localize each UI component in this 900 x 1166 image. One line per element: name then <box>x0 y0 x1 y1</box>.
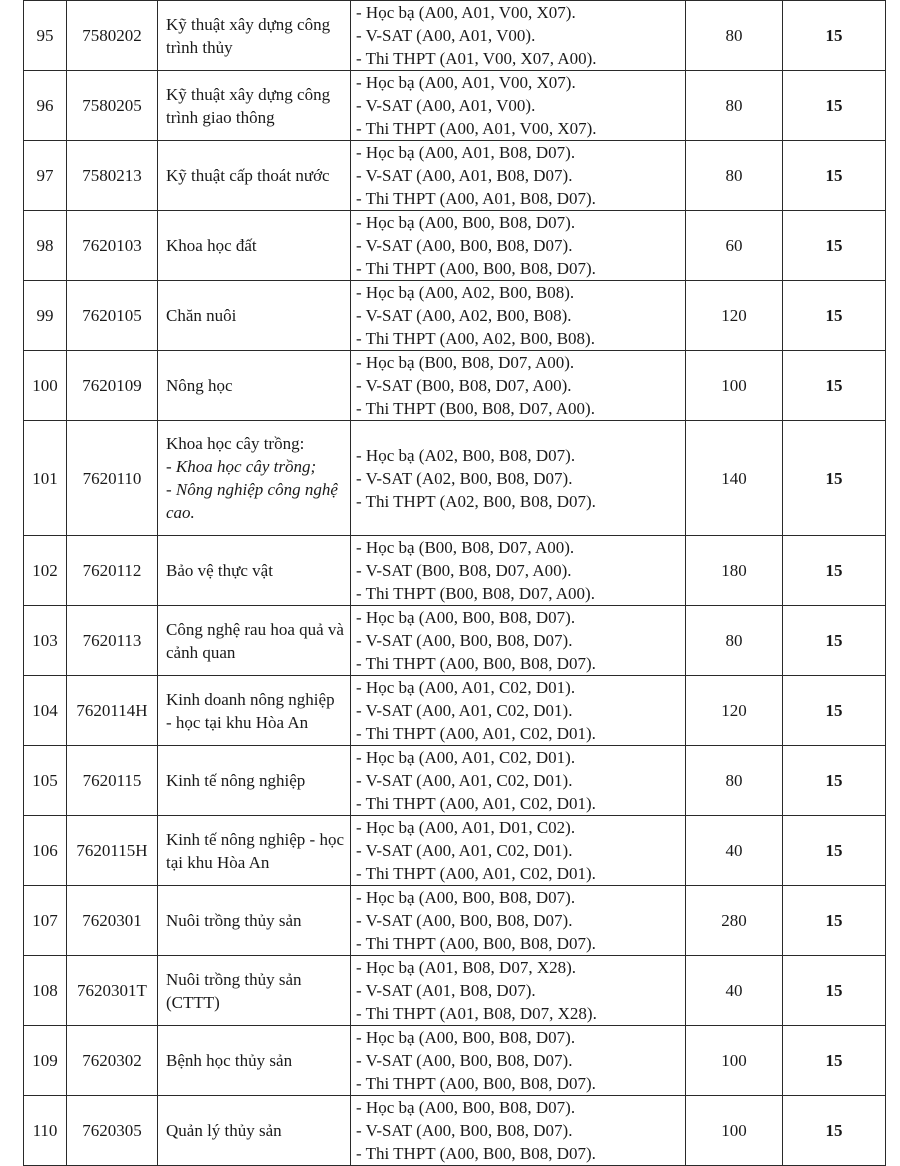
admission-method-line: - V-SAT (A00, A01, C02, D01). <box>356 841 573 860</box>
row-number-cell: 109 <box>24 1026 67 1096</box>
quota-cell: 80 <box>686 71 783 141</box>
min-score-cell: 15 <box>783 956 886 1026</box>
major-name-cell <box>158 956 351 1026</box>
row-number-cell: 96 <box>24 71 67 141</box>
table-row <box>24 71 886 141</box>
admission-method-line: - Học bạ (A00, A01, B08, D07). <box>356 143 576 162</box>
major-code-cell: 7620301 <box>67 886 158 956</box>
admission-method-line: - V-SAT (A01, B08, D07). <box>356 981 536 1000</box>
admission-methods-cell <box>351 421 686 536</box>
admission-method-line: - Thi THPT (A01, B08, D07, X28). <box>356 1004 597 1023</box>
table-row <box>24 141 886 211</box>
specialization-item: - Nông nghiệp công nghệ cao. <box>166 480 338 522</box>
min-score-cell: 15 <box>783 71 886 141</box>
major-name: Kỹ thuật xây dựng công trình thủy <box>166 14 331 57</box>
admission-methods-cell <box>351 676 686 746</box>
row-number-cell: 95 <box>24 1 67 71</box>
major-name: Bảo vệ thực vật <box>166 561 273 580</box>
major-name: Kinh tế nông nghiệp - học tại khu Hòa An <box>166 829 344 872</box>
table-row <box>24 1026 886 1096</box>
admission-method-line: - Thi THPT (A00, B00, B08, D07). <box>356 1074 596 1093</box>
major-name-cell <box>158 351 351 421</box>
min-score-cell: 15 <box>783 421 886 536</box>
major-code-cell: 7580205 <box>67 71 158 141</box>
admission-method-line: - V-SAT (A00, B00, B08, D07). <box>356 631 573 650</box>
table-row <box>24 536 886 606</box>
row-number-cell: 106 <box>24 816 67 886</box>
admission-method-line: - Học bạ (A00, A01, V00, X07). <box>356 73 576 92</box>
quota-cell: 80 <box>686 1 783 71</box>
major-name-cell <box>158 211 351 281</box>
admission-method-line: - V-SAT (A00, A01, V00). <box>356 96 536 115</box>
major-name-cell <box>158 1026 351 1096</box>
admission-method-line: - V-SAT (A00, B00, B08, D07). <box>356 1051 573 1070</box>
min-score-cell: 15 <box>783 606 886 676</box>
admission-method-line: - Thi THPT (A01, V00, X07, A00). <box>356 49 597 68</box>
major-code-cell: 7620305 <box>67 1096 158 1166</box>
min-score-cell: 15 <box>783 676 886 746</box>
admission-method-line: - Thi THPT (A00, A01, V00, X07). <box>356 119 597 138</box>
row-number-cell: 97 <box>24 141 67 211</box>
table-row <box>24 746 886 816</box>
admission-method-line: - Thi THPT (A00, B00, B08, D07). <box>356 934 596 953</box>
min-score-cell: 15 <box>783 281 886 351</box>
major-name: Chăn nuôi <box>166 306 237 325</box>
major-code-cell: 7620115H <box>67 816 158 886</box>
admission-methods-cell <box>351 1026 686 1096</box>
admission-method-line: - Học bạ (A00, B00, B08, D07). <box>356 1028 576 1047</box>
admission-method-line: - Học bạ (A00, B00, B08, D07). <box>356 608 576 627</box>
major-name: Khoa học cây trồng: <box>166 434 305 453</box>
admission-method-line: - Thi THPT (B00, B08, D07, A00). <box>356 399 595 418</box>
major-name-cell <box>158 816 351 886</box>
admission-method-line: - V-SAT (A00, A02, B00, B08). <box>356 306 572 325</box>
admission-methods-cell <box>351 956 686 1026</box>
admission-method-line: - Thi THPT (A00, A01, C02, D01). <box>356 864 596 883</box>
major-name: Nuôi trồng thủy sản (CTTT) <box>166 969 302 1012</box>
major-code-cell: 7620105 <box>67 281 158 351</box>
admission-method-line: - Học bạ (B00, B08, D07, A00). <box>356 353 575 372</box>
table-row <box>24 676 886 746</box>
major-name: Nông học <box>166 376 233 395</box>
admission-method-line: - Thi THPT (A00, A01, C02, D01). <box>356 724 596 743</box>
major-code-cell: 7620113 <box>67 606 158 676</box>
admission-method-line: - Học bạ (A01, B08, D07, X28). <box>356 958 577 977</box>
admission-method-line: - V-SAT (A00, B00, B08, D07). <box>356 1121 573 1140</box>
admission-method-line: - Học bạ (B00, B08, D07, A00). <box>356 538 575 557</box>
admission-method-line: - V-SAT (A00, A01, C02, D01). <box>356 701 573 720</box>
major-name: Kỹ thuật xây dựng công trình giao thông <box>166 84 331 127</box>
quota-cell: 180 <box>686 536 783 606</box>
min-score-cell: 15 <box>783 1026 886 1096</box>
major-name: Kỹ thuật cấp thoát nước <box>166 166 330 185</box>
row-number-cell: 98 <box>24 211 67 281</box>
row-number-cell: 102 <box>24 536 67 606</box>
admission-method-line: - Học bạ (A00, A01, V00, X07). <box>356 3 576 22</box>
admission-method-line: - Học bạ (A00, B00, B08, D07). <box>356 213 576 232</box>
quota-cell: 40 <box>686 816 783 886</box>
admission-methods-cell <box>351 71 686 141</box>
admission-method-line: - Học bạ (A00, A02, B00, B08). <box>356 283 575 302</box>
quota-cell: 80 <box>686 746 783 816</box>
admission-method-line: - V-SAT (B00, B08, D07, A00). <box>356 561 572 580</box>
row-number-cell: 104 <box>24 676 67 746</box>
min-score-cell: 15 <box>783 1 886 71</box>
quota-cell: 140 <box>686 421 783 536</box>
quota-cell: 120 <box>686 281 783 351</box>
admission-method-line: - Học bạ (A00, B00, B08, D07). <box>356 1098 576 1117</box>
major-name: Nuôi trồng thủy sản <box>166 911 302 930</box>
admission-methods-cell <box>351 141 686 211</box>
admission-method-line: - Thi THPT (A00, A01, B08, D07). <box>356 189 596 208</box>
major-name: Công nghệ rau hoa quả và cảnh quan <box>166 619 344 662</box>
major-code-cell: 7620114H <box>67 676 158 746</box>
table-row <box>24 816 886 886</box>
admission-method-line: - Học bạ (A00, A01, C02, D01). <box>356 678 576 697</box>
major-name-cell <box>158 1 351 71</box>
major-name: Khoa học đất <box>166 236 257 255</box>
admission-methods-cell <box>351 536 686 606</box>
major-code-cell: 7620112 <box>67 536 158 606</box>
major-name-cell <box>158 71 351 141</box>
quota-cell: 100 <box>686 351 783 421</box>
major-name-cell <box>158 281 351 351</box>
row-number-cell: 107 <box>24 886 67 956</box>
major-name: Quản lý thủy sản <box>166 1121 282 1140</box>
admission-method-line: - Học bạ (A00, A01, C02, D01). <box>356 748 576 767</box>
major-name-cell <box>158 606 351 676</box>
major-code-cell: 7620109 <box>67 351 158 421</box>
admission-method-line: - V-SAT (A00, B00, B08, D07). <box>356 911 573 930</box>
quota-cell: 80 <box>686 141 783 211</box>
admissions-table <box>23 0 886 1166</box>
admission-method-line: - V-SAT (B00, B08, D07, A00). <box>356 376 572 395</box>
major-name: Bệnh học thủy sản <box>166 1051 293 1070</box>
admission-methods-cell <box>351 606 686 676</box>
major-code-cell: 7620115 <box>67 746 158 816</box>
table-row <box>24 211 886 281</box>
row-number-cell: 108 <box>24 956 67 1026</box>
table-row <box>24 1096 886 1166</box>
admission-methods-cell <box>351 816 686 886</box>
min-score-cell: 15 <box>783 886 886 956</box>
admission-method-line: - Học bạ (A00, B00, B08, D07). <box>356 888 576 907</box>
quota-cell: 40 <box>686 956 783 1026</box>
min-score-cell: 15 <box>783 746 886 816</box>
admission-method-line: - V-SAT (A00, A01, V00). <box>356 26 536 45</box>
admission-method-line: - V-SAT (A00, A01, C02, D01). <box>356 771 573 790</box>
min-score-cell: 15 <box>783 536 886 606</box>
quota-cell: 120 <box>686 676 783 746</box>
major-code-cell: 7580202 <box>67 1 158 71</box>
admission-method-line: - Thi THPT (B00, B08, D07, A00). <box>356 584 595 603</box>
row-number-cell: 110 <box>24 1096 67 1166</box>
major-code-cell: 7620301T <box>67 956 158 1026</box>
major-name-cell <box>158 746 351 816</box>
major-name-cell <box>158 141 351 211</box>
table-row <box>24 1 886 71</box>
table-row <box>24 956 886 1026</box>
row-number-cell: 100 <box>24 351 67 421</box>
specialization-item: - Khoa học cây trồng; <box>166 457 317 476</box>
admission-method-line: - V-SAT (A02, B00, B08, D07). <box>356 468 573 488</box>
admission-methods-cell <box>351 1096 686 1166</box>
admission-method-line: - Học bạ (A00, A01, D01, C02). <box>356 818 576 837</box>
admission-method-line: - V-SAT (A00, B00, B08, D07). <box>356 236 573 255</box>
admission-method-line: - Thi THPT (A00, A02, B00, B08). <box>356 329 595 348</box>
table-row <box>24 281 886 351</box>
admission-method-line: - V-SAT (A00, A01, B08, D07). <box>356 166 573 185</box>
major-name-cell <box>158 536 351 606</box>
major-code-cell: 7620103 <box>67 211 158 281</box>
quota-cell: 80 <box>686 606 783 676</box>
major-code-cell: 7580213 <box>67 141 158 211</box>
min-score-cell: 15 <box>783 351 886 421</box>
admission-methods-cell <box>351 281 686 351</box>
admission-method-line: - Thi THPT (A00, B00, B08, D07). <box>356 259 596 278</box>
table-row <box>24 606 886 676</box>
table-row <box>24 421 886 536</box>
min-score-cell: 15 <box>783 141 886 211</box>
table-body <box>24 1 886 1166</box>
table-row <box>24 351 886 421</box>
major-name-cell <box>158 676 351 746</box>
admission-methods-cell <box>351 746 686 816</box>
major-name-cell <box>158 421 351 536</box>
min-score-cell: 15 <box>783 211 886 281</box>
admission-method-line: - Thi THPT (A02, B00, B08, D07). <box>356 491 596 511</box>
major-code-cell: 7620302 <box>67 1026 158 1096</box>
quota-cell: 280 <box>686 886 783 956</box>
admission-methods-cell <box>351 1 686 71</box>
min-score-cell: 15 <box>783 1096 886 1166</box>
major-code-cell: 7620110 <box>67 421 158 536</box>
table-row <box>24 886 886 956</box>
major-name-cell <box>158 1096 351 1166</box>
admission-method-line: - Học bạ (A02, B00, B08, D07). <box>356 445 576 465</box>
admission-method-line: - Thi THPT (A00, B00, B08, D07). <box>356 654 596 673</box>
admission-methods-cell <box>351 351 686 421</box>
quota-cell: 100 <box>686 1026 783 1096</box>
min-score-cell: 15 <box>783 816 886 886</box>
row-number-cell: 103 <box>24 606 67 676</box>
quota-cell: 60 <box>686 211 783 281</box>
major-name: Kinh tế nông nghiệp <box>166 771 306 790</box>
admission-method-line: - Thi THPT (A00, B00, B08, D07). <box>356 1144 596 1163</box>
major-name-cell <box>158 886 351 956</box>
quota-cell: 100 <box>686 1096 783 1166</box>
row-number-cell: 105 <box>24 746 67 816</box>
admission-methods-cell <box>351 886 686 956</box>
row-number-cell: 99 <box>24 281 67 351</box>
admission-methods-cell <box>351 211 686 281</box>
admission-method-line: - Thi THPT (A00, A01, C02, D01). <box>356 794 596 813</box>
major-name: Kinh doanh nông nghiệp - học tại khu Hòa An <box>166 689 335 732</box>
row-number-cell: 101 <box>24 421 67 536</box>
